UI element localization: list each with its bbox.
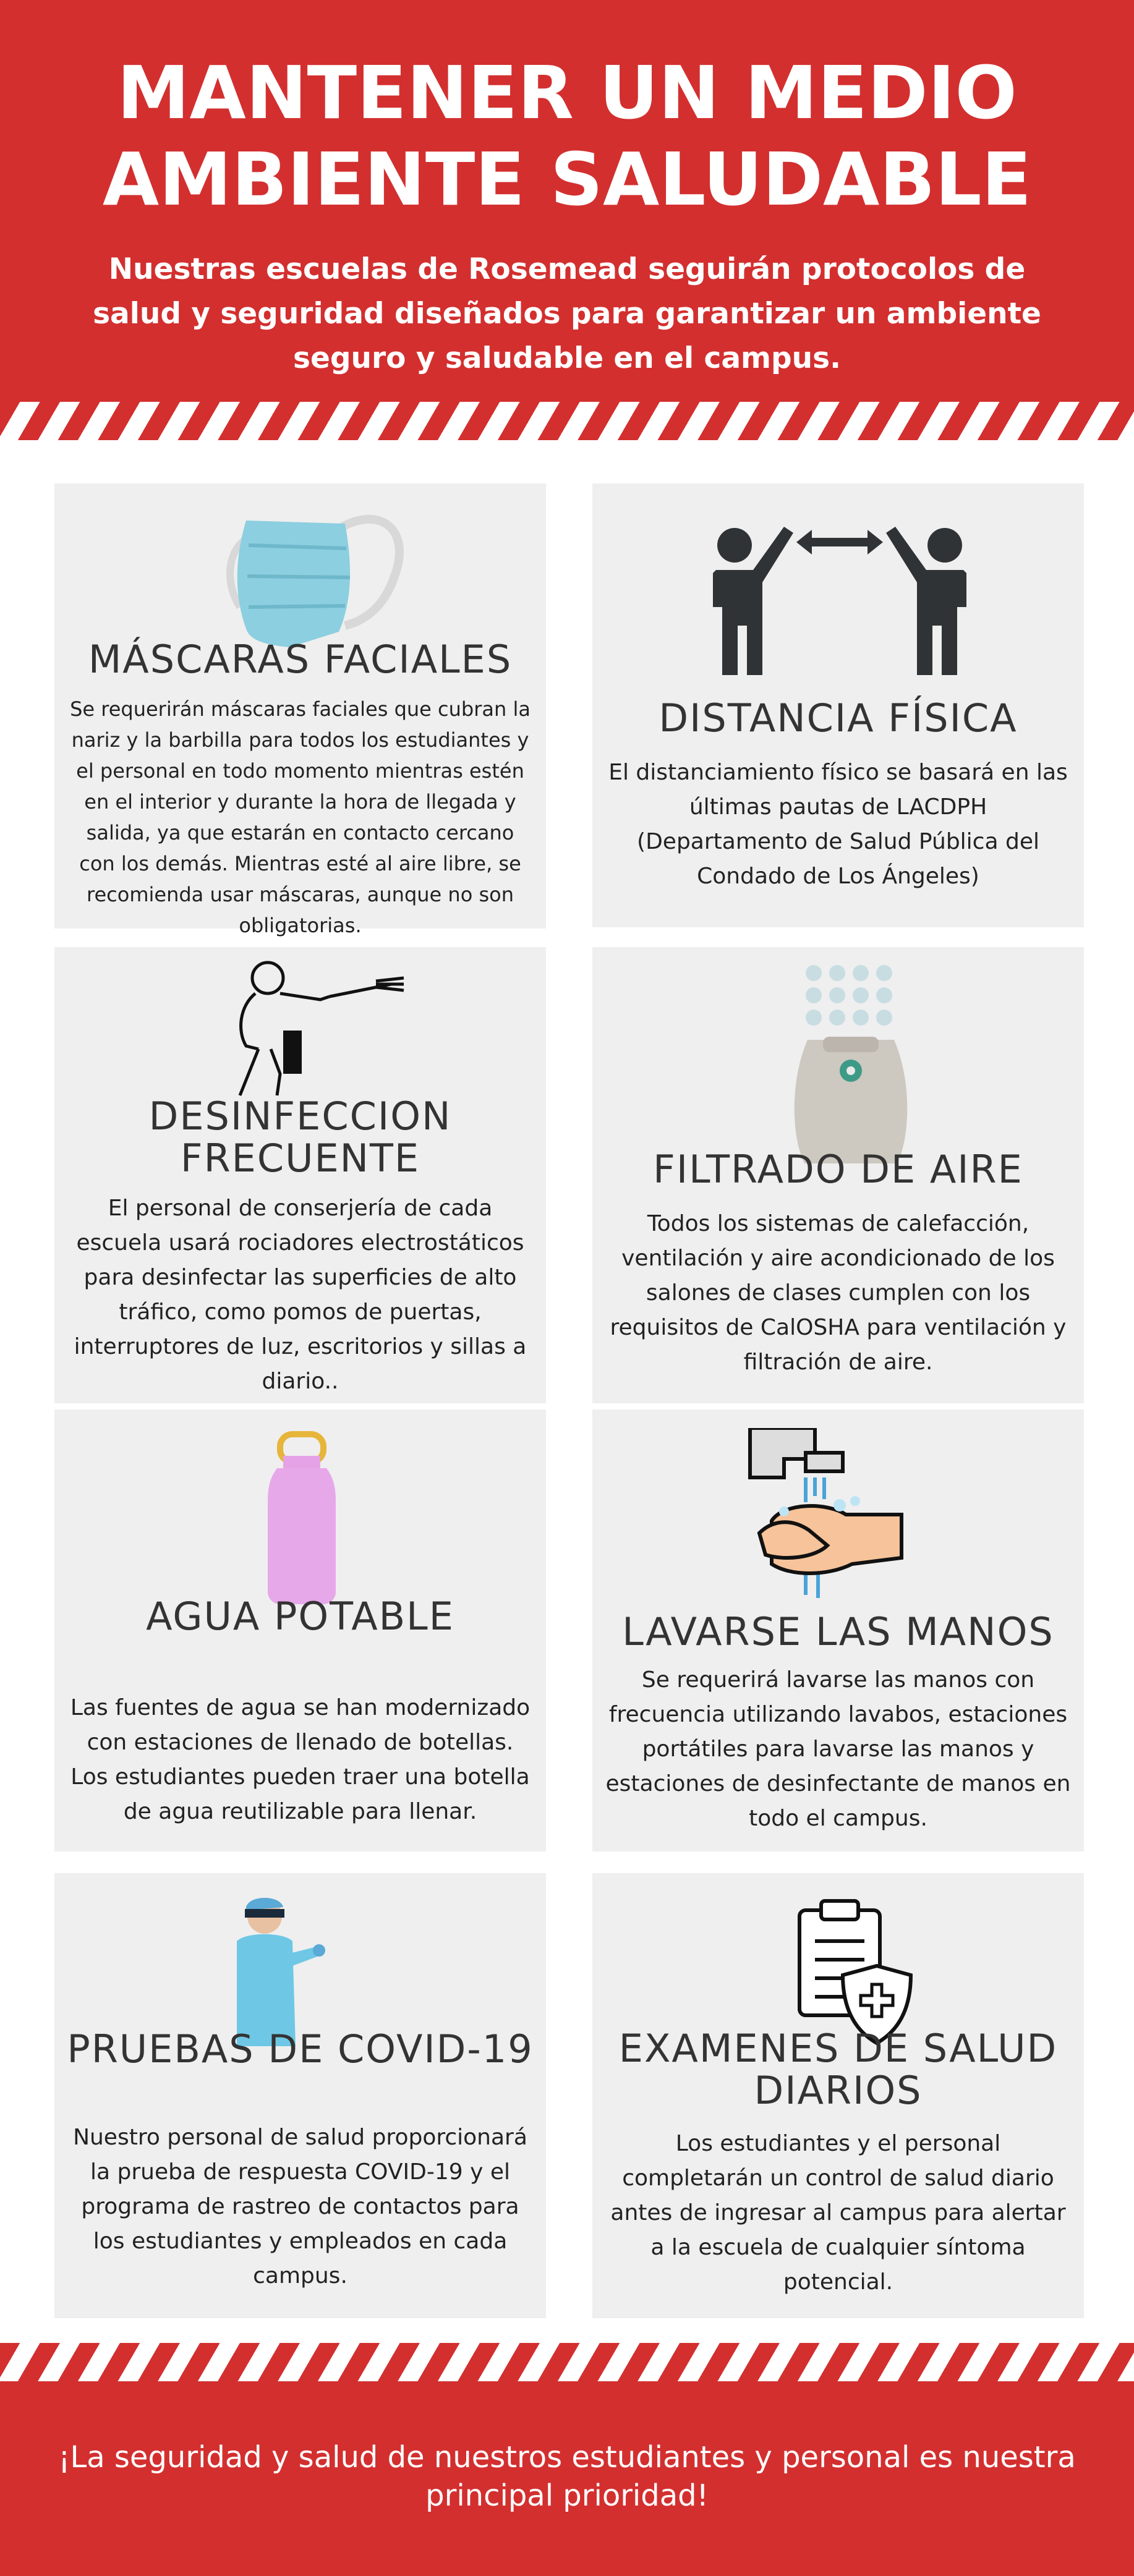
card-air-title: FILTRADO DE AIRE: [653, 1147, 1023, 1192]
card-disinfection-text: El personal de conserjería de cada escuela usará rociadores electrostáticos para desinfectar las superficies de alto tráfico, como pomos de puertas, interruptores de luz, escritorios y sillas a diario..: [74, 1196, 527, 1394]
footer-text: ¡La seguridad y salud de nuestros estudiantes y personal es nuestra principal prioridad!: [58, 2440, 1076, 2513]
stripe-divider-top: [0, 402, 1134, 440]
clipboard-shield-icon: [793, 1898, 917, 2046]
card-water: [54, 1409, 546, 1851]
card-distance-text: El distanciamiento físico se basará en las últimas pautas de LACDPH (Departamento de Salud Pública del Condado de Los Ángeles): [608, 760, 1068, 889]
card-disinfection-title-line-1: DESINFECCION: [148, 1094, 452, 1139]
card-screening-title-line-2: DIARIOS: [754, 2068, 923, 2113]
card-screening-title-line-1: EXAMENES DE SALUD: [618, 2026, 1058, 2071]
hand-washing-icon: [747, 1428, 932, 1601]
social-distance-icon: [691, 514, 988, 675]
stripe-divider-bottom: [0, 2343, 1134, 2381]
page-subtitle: Nuestras escuelas de Rosemead seguirán protocolos de salud y seguridad diseñados para garantizar un ambiente seguro y saludable en el campus.: [93, 252, 1041, 375]
card-handwash-text: Se requerirá lavarse las manos con frecuencia utilizando lavabos, estaciones portátiles para lavarse las manos y estaciones de desinfectante de manos en todo el campus.: [605, 1667, 1071, 1831]
card-testing-text: Nuestro personal de salud proporcionará la prueba de respuesta COVID-19 y el programa de rastreo de contactos para los estudiantes y empleados en cada campus.: [73, 2125, 527, 2289]
card-water-title: AGUA POTABLE: [146, 1594, 454, 1639]
card-handwash: [592, 1409, 1084, 1851]
card-air-text: Todos los sistemas de calefacción, ventilación y aire acondicionado de los salones de clases cumplen con los requisitos de CalOSHA para ventilación y filtración de aire.: [610, 1211, 1067, 1375]
page-title: [0, 49, 1134, 223]
card-disinfection-title: [54, 1095, 546, 1180]
card-disinfection: [54, 947, 546, 1403]
disinfection-sprayer-icon: [221, 956, 407, 1099]
title-line-2: AMBIENTE SALUDABLE: [102, 137, 1032, 222]
card-testing: [54, 1873, 546, 2318]
header-banner: [0, 0, 1134, 402]
card-screening: [592, 1873, 1084, 2318]
card-water-text: Las fuentes de agua se han modernizado con estaciones de llenado de botellas. Los estudiantes pueden traer una botella de agua reutilizable para llenar.: [70, 1695, 531, 1824]
air-purifier-icon: [789, 959, 913, 1170]
card-distance: [592, 483, 1084, 927]
card-masks: [54, 483, 546, 937]
card-distance-title: DISTANCIA FÍSICA: [659, 695, 1018, 741]
card-masks-text: Se requerirán máscaras faciales que cubran la nariz y la barbilla para todos los estudiantes y el personal en todo momento mientras estén en el interior y durante la hora de llegada y salida, ya que estarán en contacto cercano con los demás. Mientras esté al aire libre, se recomienda usar máscaras, aunque no son obligatorias.: [70, 697, 531, 937]
health-worker-icon: [228, 1892, 326, 2046]
card-testing-title: PRUEBAS DE COVID-19: [67, 2026, 534, 2072]
footer-banner: [0, 2381, 1134, 2576]
card-disinfection-title-line-2: FRECUENTE: [180, 1136, 420, 1181]
title-line-1: MANTENER UN MEDIO: [117, 50, 1017, 135]
card-screening-text: Los estudiantes y el personal completarán un control de salud diario antes de ingresar al campus para alertar a la escuela de cualquier síntoma potencial.: [610, 2131, 1066, 2295]
card-air: [592, 947, 1084, 1403]
water-bottle-icon: [265, 1431, 339, 1604]
card-handwash-title: LAVARSE LAS MANOS: [622, 1609, 1054, 1654]
card-screening-title: [592, 2028, 1084, 2112]
card-masks-title: MÁSCARAS FACIALES: [88, 637, 513, 682]
